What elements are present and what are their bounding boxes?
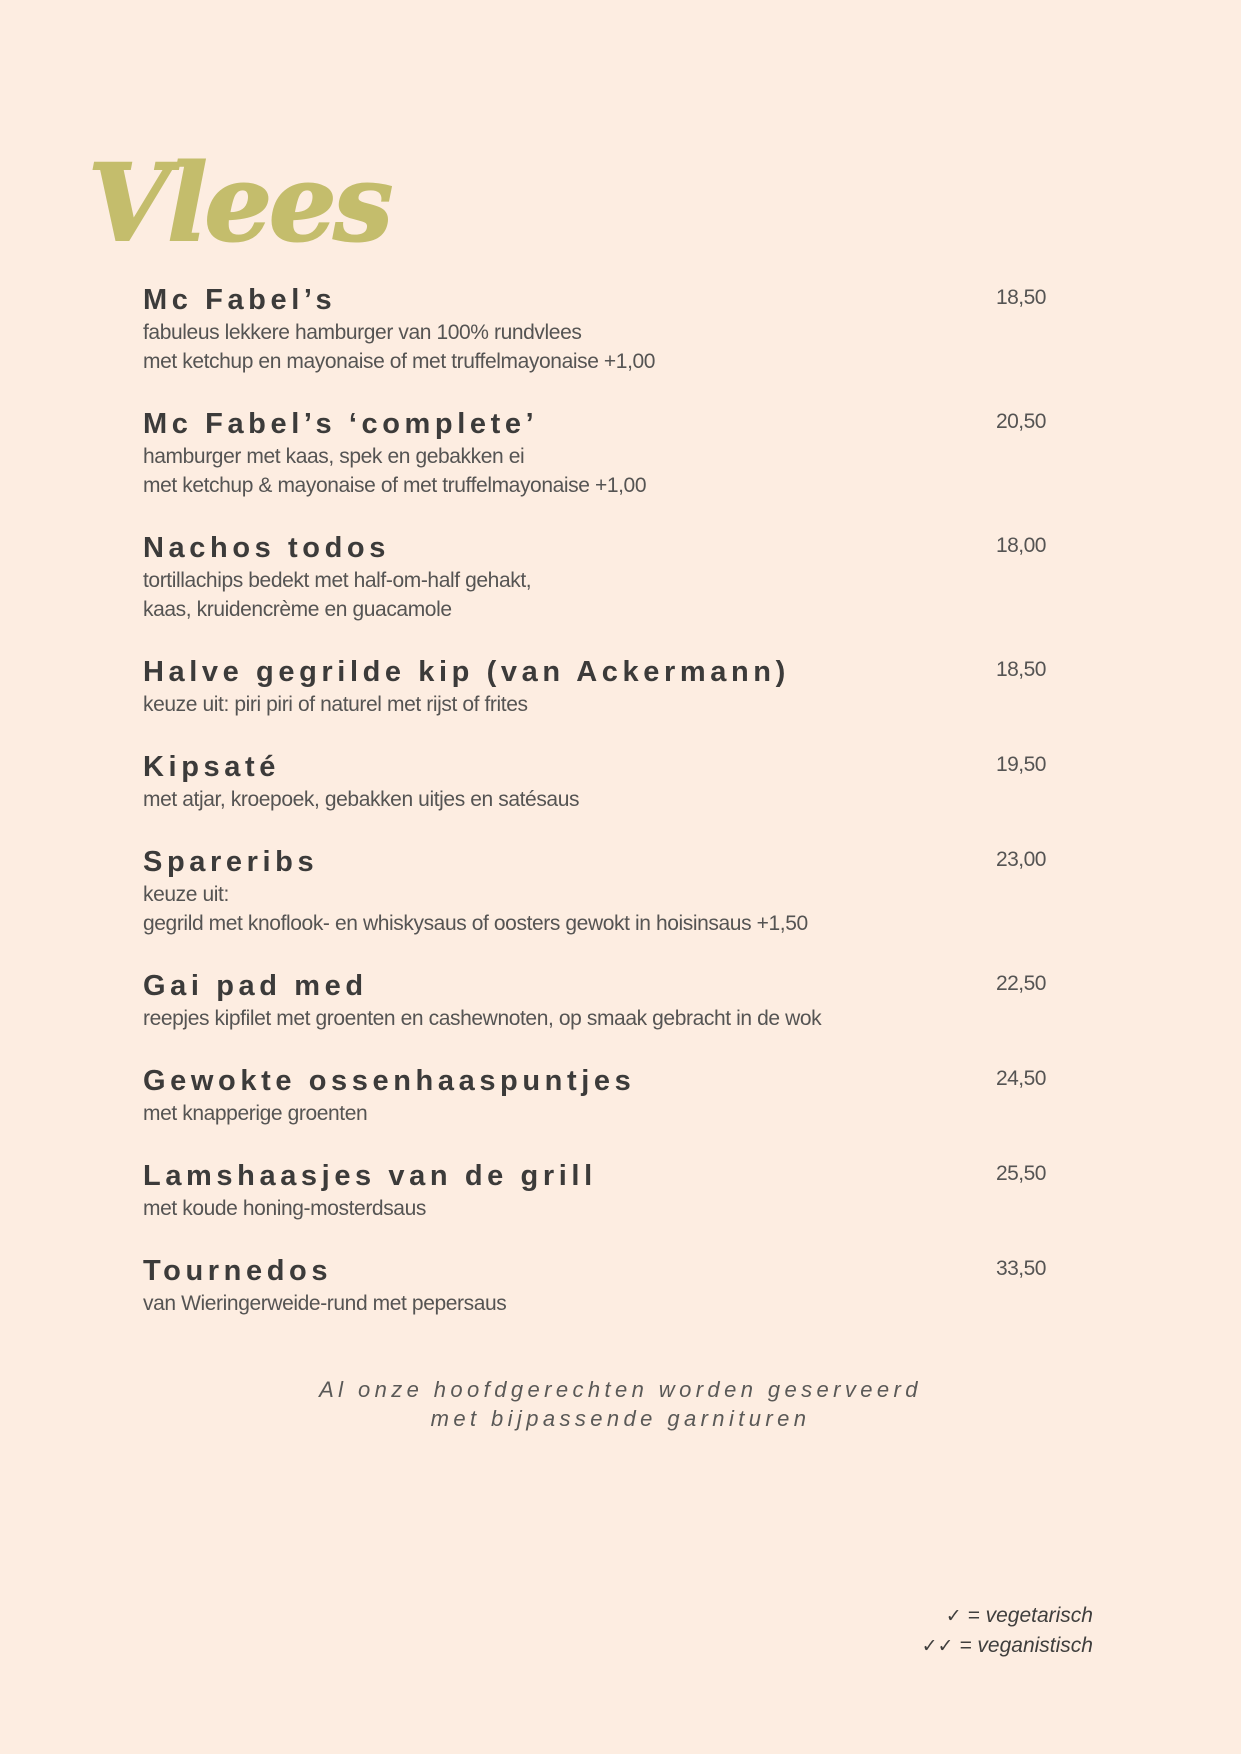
item-description: keuze uit: piri piri of naturel met rijst of frites bbox=[143, 693, 528, 716]
item-name: Gai pad med bbox=[143, 970, 368, 1002]
item-price: 23,00 bbox=[995, 848, 1046, 871]
item-description: met atjar, kroepoek, gebakken uitjes en satésaus bbox=[143, 788, 580, 811]
item-name: Gewokte ossenhaaspuntjes bbox=[143, 1065, 636, 1097]
menu-item bbox=[143, 654, 1046, 719]
item-price: 18,50 bbox=[995, 286, 1046, 309]
item-price: 25,50 bbox=[995, 1162, 1046, 1185]
item-name: Mc Fabel’s bbox=[143, 284, 337, 316]
menu-item bbox=[143, 1253, 1046, 1318]
footnote-line: met bijpassende garnituren bbox=[430, 1406, 811, 1431]
item-description: van Wieringerweide-rund met pepersaus bbox=[143, 1292, 507, 1315]
item-description: met koude honing-mosterdsaus bbox=[143, 1197, 426, 1220]
item-description: met knapperige groenten bbox=[143, 1102, 368, 1125]
item-description: hamburger met kaas, spek en gebakken ei bbox=[143, 445, 525, 468]
item-price: 33,50 bbox=[995, 1257, 1046, 1280]
item-description: tortillachips bedekt met half-om-half gehakt, bbox=[143, 569, 532, 592]
menu-item bbox=[143, 1063, 1046, 1128]
item-price: 19,50 bbox=[995, 753, 1046, 776]
item-name: Kipsaté bbox=[143, 751, 280, 783]
double-check-icon: ✓✓ bbox=[921, 1636, 954, 1657]
legend-label: = vegetarisch bbox=[967, 1604, 1093, 1627]
item-description: gegrild met knoflook- en whiskysaus of oosters gewokt in hoisinsaus +1,50 bbox=[143, 912, 808, 935]
menu-item bbox=[143, 844, 1046, 938]
item-description: reepjes kipfilet met groenten en cashewnoten, op smaak gebracht in de wok bbox=[143, 1007, 822, 1030]
menu-item bbox=[143, 968, 1046, 1033]
item-price: 22,50 bbox=[995, 972, 1046, 995]
menu-item bbox=[143, 406, 1046, 500]
diet-legend bbox=[922, 1601, 1093, 1661]
footnote-line: Al onze hoofdgerechten worden geserveerd bbox=[319, 1377, 922, 1402]
item-name: Spareribs bbox=[143, 846, 319, 878]
item-description: keuze uit: bbox=[143, 883, 229, 906]
item-description: fabuleus lekkere hamburger van 100% rundvlees bbox=[143, 321, 582, 344]
menu-item bbox=[143, 749, 1046, 814]
item-price: 18,00 bbox=[995, 534, 1046, 557]
legend-label: = veganistisch bbox=[959, 1634, 1093, 1657]
menu-list bbox=[143, 282, 1046, 1318]
menu-item bbox=[143, 282, 1046, 376]
item-name: Mc Fabel’s ‘complete’ bbox=[143, 408, 539, 440]
page-title: Vlees bbox=[88, 140, 391, 265]
item-description: met ketchup en mayonaise of met truffelmayonaise +1,00 bbox=[143, 350, 656, 373]
item-price: 24,50 bbox=[995, 1067, 1046, 1090]
item-name: Tournedos bbox=[143, 1255, 333, 1287]
legend-vegan bbox=[922, 1631, 1093, 1661]
menu-item bbox=[143, 530, 1046, 624]
item-name: Nachos todos bbox=[143, 532, 390, 564]
item-price: 18,50 bbox=[995, 658, 1046, 681]
item-description: met ketchup & mayonaise of met truffelmayonaise +1,00 bbox=[143, 474, 647, 497]
footnote bbox=[0, 1375, 1241, 1433]
legend-vegetarian bbox=[922, 1601, 1093, 1631]
item-price: 20,50 bbox=[995, 410, 1046, 433]
menu-item bbox=[143, 1158, 1046, 1223]
item-description: kaas, kruidencrème en guacamole bbox=[143, 598, 452, 621]
item-name: Halve gegrilde kip (van Ackermann) bbox=[143, 656, 790, 688]
check-icon: ✓ bbox=[945, 1606, 962, 1627]
item-name: Lamshaasjes van de grill bbox=[143, 1160, 597, 1192]
